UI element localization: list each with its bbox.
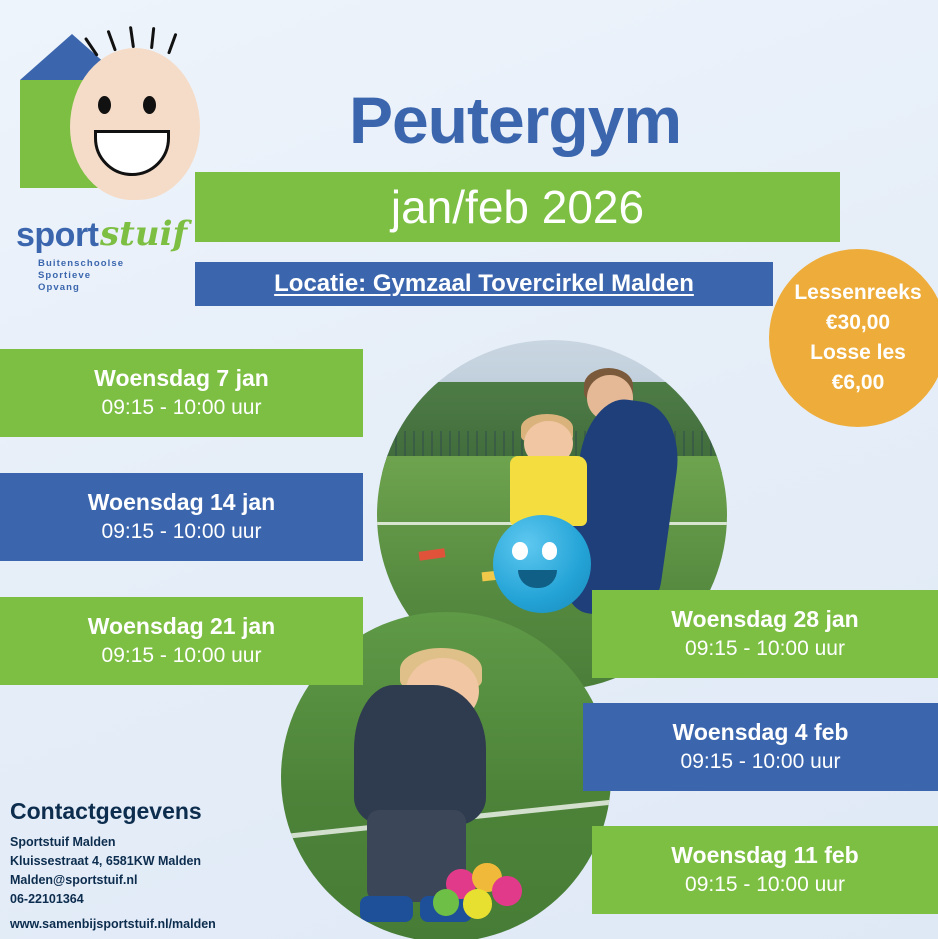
price-single-label: Losse les xyxy=(810,341,906,364)
logo-tagline-line-1: Buitenschoolse xyxy=(38,258,125,269)
photo-toddler2-shoe xyxy=(360,896,413,922)
photo-toddler2-coat xyxy=(354,685,486,827)
sportstuif-logo xyxy=(8,18,208,293)
photo-ball-eye xyxy=(512,542,528,560)
contact-phone[interactable]: 06-22101364 xyxy=(10,892,84,906)
logo-eye-icon xyxy=(143,96,156,114)
photo-small-ball xyxy=(433,889,459,915)
photo-ball-eye xyxy=(542,542,558,560)
session-day: Woensdag 28 jan xyxy=(671,606,859,632)
session-time: 09:15 - 10:00 uur xyxy=(680,750,841,773)
photo-hopper-ball xyxy=(493,515,591,613)
logo-tagline-line-2: Sportieve xyxy=(38,270,92,281)
contact-email[interactable]: Malden@sportstuif.nl xyxy=(10,873,138,887)
session-block-4 xyxy=(592,590,938,678)
contact-org: Sportstuif Malden xyxy=(10,835,116,849)
photo-small-ball xyxy=(492,876,522,906)
logo-hair-strand-icon xyxy=(167,33,177,55)
session-block-3 xyxy=(0,597,363,685)
session-day: Woensdag 21 jan xyxy=(87,613,276,639)
price-series-value: €30,00 xyxy=(825,311,891,334)
session-day: Woensdag 4 feb xyxy=(672,719,849,745)
period-band xyxy=(195,172,840,242)
price-badge xyxy=(769,249,938,427)
session-block-2 xyxy=(0,473,363,561)
photo-ball-mouth xyxy=(518,570,557,588)
price-series-label: Lessenreeks xyxy=(794,281,922,304)
session-time: 09:15 - 10:00 uur xyxy=(685,873,845,896)
location-band xyxy=(195,262,773,306)
logo-smiley-face-icon xyxy=(70,48,200,200)
period-label: jan/feb 2026 xyxy=(390,181,645,233)
session-day: Woensdag 14 jan xyxy=(87,489,276,515)
session-day: Woensdag 7 jan xyxy=(94,365,269,391)
session-time: 09:15 - 10:00 uur xyxy=(101,396,262,419)
logo-eye-icon xyxy=(98,96,111,114)
logo-brand-sport: sport xyxy=(16,216,99,254)
logo-hair-strand-icon xyxy=(129,26,135,48)
price-single-value: €6,00 xyxy=(831,371,885,394)
location-label: Locatie: Gymzaal Tovercirkel Malden xyxy=(274,270,694,297)
session-time: 09:15 - 10:00 uur xyxy=(101,644,262,667)
contact-address: Kluissestraat 4, 6581KW Malden xyxy=(10,854,202,868)
page-title: Peutergym xyxy=(348,83,682,157)
session-block-6 xyxy=(592,826,938,914)
logo-hair-strand-icon xyxy=(150,27,155,49)
session-time: 09:15 - 10:00 uur xyxy=(685,637,845,660)
photo-small-ball xyxy=(463,889,493,919)
session-day: Woensdag 11 feb xyxy=(671,842,859,868)
session-time: 09:15 - 10:00 uur xyxy=(101,520,262,543)
logo-tagline xyxy=(38,258,124,294)
contact-details xyxy=(10,798,310,934)
contact-website[interactable]: www.samenbijsportstuif.nl/malden xyxy=(10,917,216,931)
session-block-1 xyxy=(0,349,363,437)
logo-brand-stuif: stuif xyxy=(100,214,188,254)
session-block-5 xyxy=(583,703,938,791)
logo-tagline-line-3: Opvang xyxy=(38,282,80,293)
contact-heading: Contactgegevens xyxy=(10,798,202,824)
